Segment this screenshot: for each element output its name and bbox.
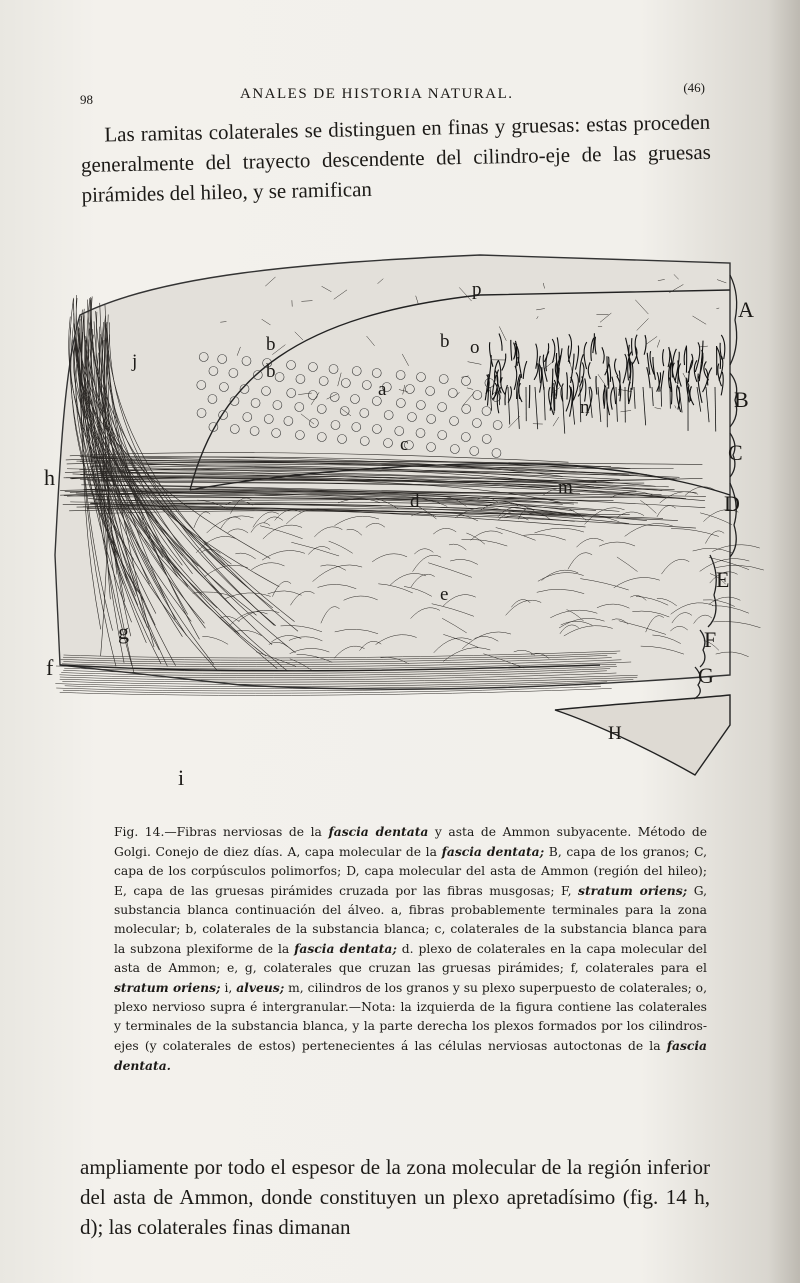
label-F: F: [704, 627, 717, 652]
label-h: h: [44, 465, 55, 490]
label-A: A: [738, 297, 754, 322]
label-g: g: [118, 619, 129, 644]
journal-title: ANALES DE HISTORIA NATURAL.: [240, 86, 514, 102]
label-c: c: [400, 434, 409, 455]
label-d: d: [410, 491, 420, 512]
label-i: i: [178, 765, 185, 790]
label-f: f: [46, 655, 54, 680]
page-number: 98: [80, 92, 93, 107]
golgi-engraving: [40, 255, 754, 790]
label-D: D: [724, 491, 740, 516]
label-b-3: b: [440, 331, 450, 352]
label-b-2: b: [266, 361, 276, 382]
label-j: j: [132, 351, 138, 372]
label-b-1: b: [266, 334, 276, 355]
label-G: G: [698, 663, 714, 688]
original-page-number: (46): [683, 80, 705, 95]
label-C: C: [728, 440, 743, 465]
top-paragraph: Las ramitas colaterales se distinguen en finas y gruesas: estas proceden generalmente del trayecto descendente del cilindro-eje de las gruesas pirámides del hileo, y se ramifican: [80, 109, 712, 207]
label-o: o: [470, 337, 480, 358]
label-B: B: [734, 387, 749, 412]
label-a: a: [378, 379, 387, 400]
bottom-paragraph: ampliamente por todo el espesor de la zona molecular de la región inferior del asta de Ammon, donde constituyen un plexo apretadísimo (fig. 14 h, d); las colaterales finas dimanan: [80, 1155, 710, 1239]
figure-caption: Fig. 14.—Fibras nerviosas de la fascia dentata y asta de Ammon subyacente. Método de Golgi. Conejo de diez días. A, capa molecular de la fascia dentata; B, capa de los granos; C, capa de los corpúsculos polimorfos; D, capa molecular del asta de Ammon (región del hileo); E, capa de las gruesas pirámides cruzada por las fibras musgosas; F, stratum oriens; G, substancia blanca continuación del álveo. a, fibras probablemente terminales para la zona molecular; b, colaterales de la substancia blanca; c, colaterales de la substancia blanca para la subzona plexiforme de la fascia dentata; d. plexo de colaterales en la capa molecular del asta de Ammon; e, g, colaterales que cruzan las gruesas pirámides; f, colaterales para el stratum oriens; i, alveus; m, cilindros de los granos y su plexo superpuesto de colaterales; o, plexo nervioso supra é intergranular.—Nota: la izquierda de la figura contiene las colaterales y terminales de la substancia blanca, y la parte derecha los plexos formados por los cilindros-ejes (y colaterales de estos) pertenecientes á las células nerviosas autoctonas de la fascia dentata.: [114, 824, 707, 1073]
label-n: n: [580, 397, 590, 418]
figure-14-illustration: [40, 255, 754, 790]
label-p: p: [472, 279, 482, 300]
label-E: E: [716, 567, 730, 592]
label-e: e: [440, 584, 449, 605]
label-m: m: [558, 477, 573, 498]
label-H: H: [608, 723, 622, 744]
running-head: [80, 80, 705, 110]
